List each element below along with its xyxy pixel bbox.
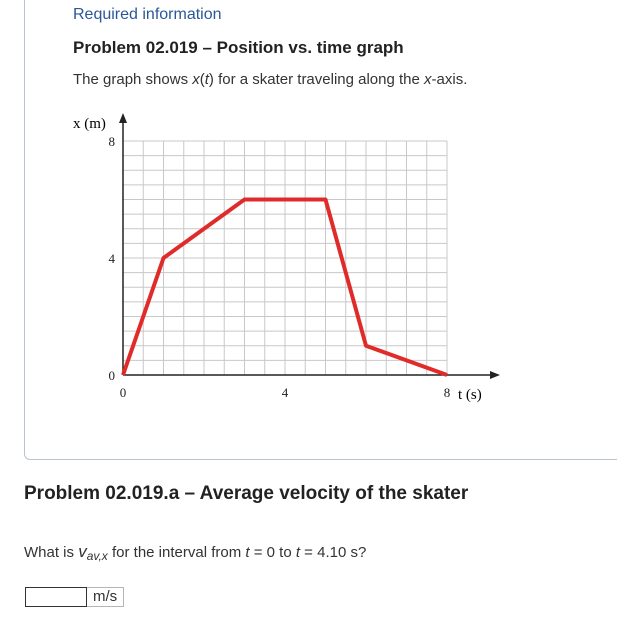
- y-tick-label: 0: [108, 368, 115, 383]
- required-information-label: Required information: [73, 6, 222, 23]
- graph-grid: [123, 141, 447, 375]
- x-axis-arrow: [490, 371, 500, 379]
- answer-input[interactable]: [25, 587, 87, 607]
- problem-description: The graph shows x(t) for a skater traveling along the x-axis.: [73, 71, 468, 88]
- question-text: What is $v_{av,x}$ for the interval from t = 0 to t = 4.10 s?: [24, 542, 367, 563]
- graph-axes: [119, 113, 500, 379]
- y-axis-arrow: [119, 113, 127, 123]
- x-tick-label: 4: [281, 385, 289, 400]
- x-axis-label: t (s): [458, 387, 482, 403]
- y-tick-label: 8: [108, 134, 115, 149]
- x-tick-label: 8: [443, 385, 451, 400]
- subproblem-title: Problem 02.019.a – Average velocity of the skater: [24, 483, 469, 504]
- x-tick-label: 0: [119, 385, 127, 400]
- unit-label: m/s: [87, 587, 124, 607]
- y-axis-label: x (m): [73, 116, 106, 132]
- y-tick-label: 4: [108, 251, 115, 266]
- problem-title: Problem 02.019 – Position vs. time graph: [73, 38, 404, 57]
- position-time-graph: [60, 108, 510, 408]
